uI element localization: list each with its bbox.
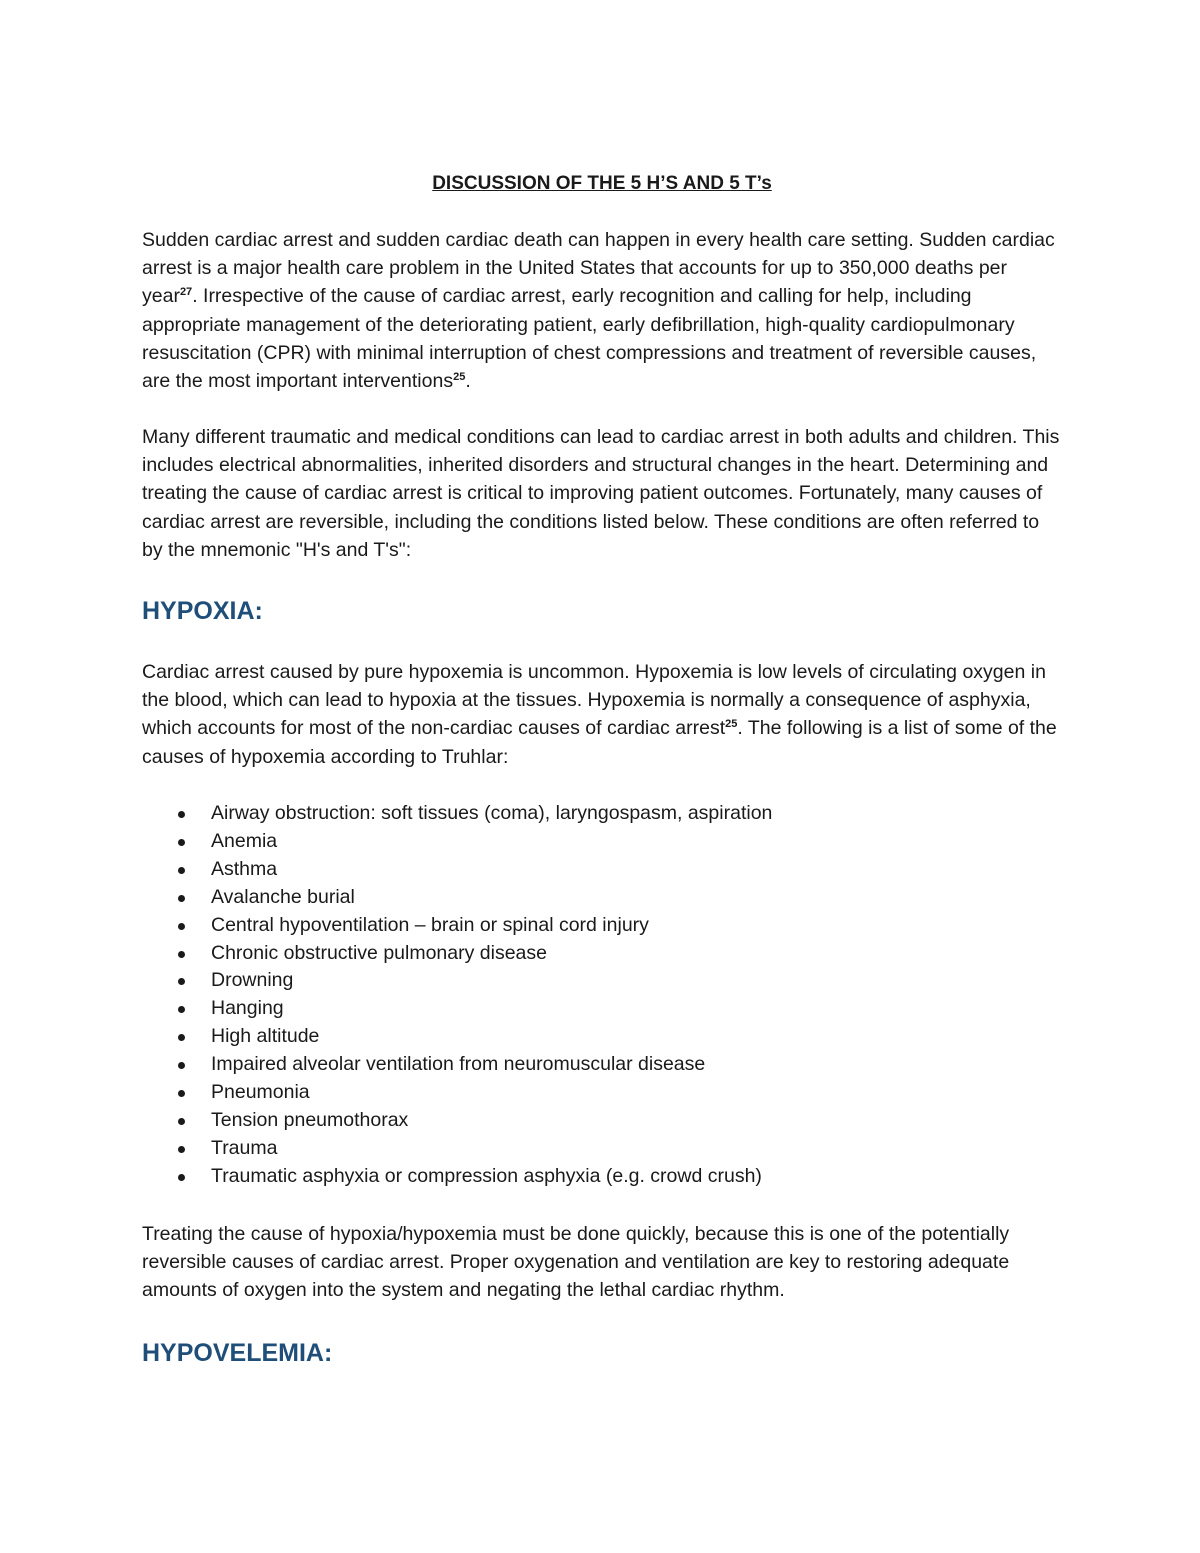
bullet-icon <box>178 923 185 930</box>
bullet-icon <box>178 978 185 985</box>
list-item: Pneumonia <box>178 1079 772 1107</box>
bullet-icon <box>178 1090 185 1097</box>
list-item: Trauma <box>178 1135 772 1163</box>
list-item: Airway obstruction: soft tissues (coma), laryngospasm, aspiration <box>178 800 772 828</box>
bullet-icon <box>178 1034 185 1041</box>
bullet-icon <box>178 1006 185 1013</box>
bullet-icon <box>178 839 185 846</box>
hypoxia-paragraph <box>142 658 1062 771</box>
bullet-icon <box>178 951 185 958</box>
hypoxia-text-1: Cardiac arrest caused by pure hypoxemia is uncommon. Hypoxemia is low levels of circulating oxygen in the blood, which can lead to hypoxia at the tissues. Hypoxemia is normally a consequence of asphyxia, which accounts for most of the non-cardiac causes of cardiac arrest <box>142 661 1046 740</box>
bullet-icon <box>178 1174 185 1181</box>
intro-text-1: Sudden cardiac arrest and sudden cardiac death can happen in every health care setting. Sudden cardiac arrest is a major health care problem in the United States that accounts for up to 350,000 deaths per year <box>142 229 1055 308</box>
hypoxia-treatment-paragraph: Treating the cause of hypoxia/hypoxemia must be done quickly, because this is one of the potentially reversible causes of cardiac arrest. Proper oxygenation and ventilation are key to restoring adequate amounts of oxygen into the system and negating the lethal cardiac rhythm. <box>142 1223 1010 1302</box>
list-item: Drowning <box>178 967 772 995</box>
reference-25: 25 <box>453 371 466 384</box>
list-item: Asthma <box>178 856 772 884</box>
list-item: High altitude <box>178 1023 772 1051</box>
bullet-icon <box>178 1146 185 1153</box>
list-item: Impaired alveolar ventilation from neuromuscular disease <box>178 1051 772 1079</box>
bullet-icon <box>178 895 185 902</box>
list-item: Central hypoventilation – brain or spinal cord injury <box>178 912 772 940</box>
bullet-icon <box>178 1118 185 1125</box>
list-item: Hanging <box>178 995 772 1023</box>
bullet-icon <box>178 811 185 818</box>
document-title: DISCUSSION OF THE 5 H’S AND 5 T’s <box>432 173 772 194</box>
hypoxemia-causes-list <box>178 800 772 1191</box>
list-item: Tension pneumothorax <box>178 1107 772 1135</box>
list-item: Chronic obstructive pulmonary disease <box>178 940 772 968</box>
hypoxia-text-2: . The following is a list of some of the causes of hypoxemia according to Truhlar: <box>142 717 1057 768</box>
intro-paragraph-1 <box>142 226 1062 395</box>
reference-27: 27 <box>179 286 193 299</box>
hypoxia-heading: HYPOXIA: <box>142 597 263 625</box>
list-item: Anemia <box>178 828 772 856</box>
bullet-icon <box>178 1062 185 1069</box>
hypovelemia-heading: HYPOVELEMIA: <box>142 1339 333 1367</box>
hypoxia-reference-25: 25 <box>725 718 738 731</box>
bullet-icon <box>178 867 185 874</box>
list-item: Traumatic asphyxia or compression asphyxia (e.g. crowd crush) <box>178 1163 772 1191</box>
list-item: Avalanche burial <box>178 884 772 912</box>
intro-text-3: . <box>465 370 471 393</box>
intro-text-2: . Irrespective of the cause of cardiac arrest, early recognition and calling for help, including appropriate management of the deteriorating patient, early defibrillation, high-quality cardiopulmonary resuscitation (CPR) with minimal interruption of chest compressions and treatment of reversible causes, are the most important interventions <box>142 285 1037 393</box>
intro-paragraph-2: Many different traumatic and medical conditions can lead to cardiac arrest in both adults and children. This includes electrical abnormalities, inherited disorders and structural changes in the heart. Determining and treating the cause of cardiac arrest is critical to improving patient outcomes. Fortunately, many causes of cardiac arrest are reversible, including the conditions listed below. These conditions are often referred to by the mnemonic "H's and T's": <box>142 426 1060 561</box>
